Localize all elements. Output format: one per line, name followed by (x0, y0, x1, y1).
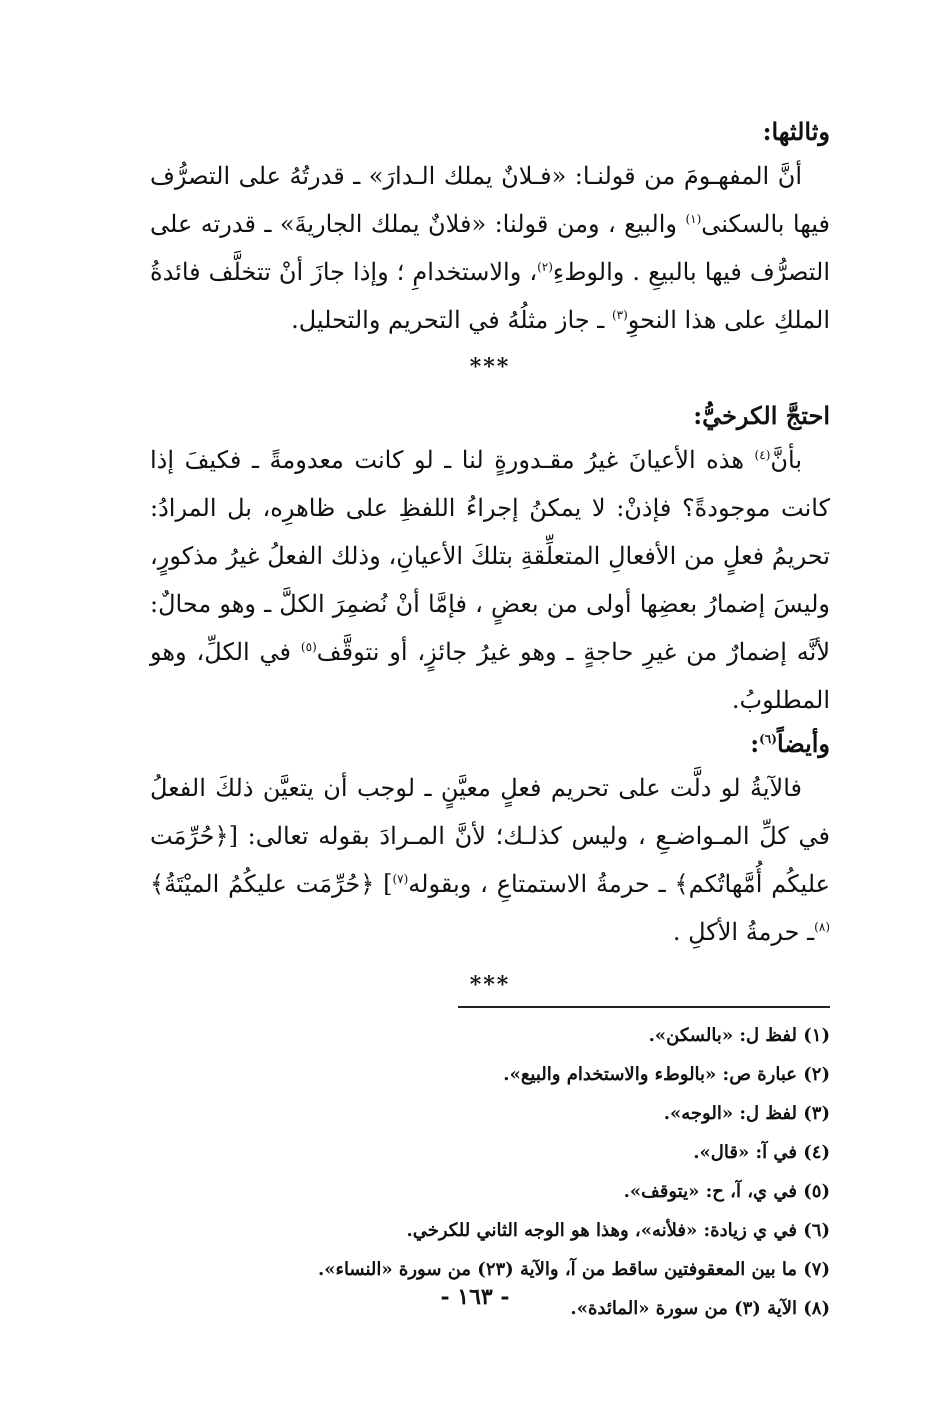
paragraph-ownership (150, 152, 830, 344)
paragraph-karkhi-argument (150, 436, 830, 724)
footnote-1: (١) لفظ ل: «بالسكن». (648, 1025, 830, 1046)
page-body (150, 112, 830, 1328)
paragraph-text: فالآيةُ لو دلَّت على تحريم فعلٍ معيَّنٍ ـ لوجب أن يتعيَّن ذلكَ الفعلُ في كلِّ المـواضـعِ ، وليس كذلـك؛ لأنَّ المـرادَ بقوله تعالى: [﴿حُرِّمَت عليكُم أُمَّهاتُكم﴾ ـ حرمةُ الاستمتاعِ ، وبقوله (150, 774, 830, 898)
paragraph-text: في الكلِّ، وهو المطلوبُ. (150, 638, 830, 714)
footnote-ref-1[interactable]: (١) (685, 212, 702, 226)
paragraph-text: هذه الأعيانَ غيرُ مقـدورةٍ لنا ـ لو كانت معدومةً ـ فكيفَ إذا كانت موجودةً؟ فإذنْ: لا يمكنُ إجراءُ اللفظِ على ظاهرِه، بل المرادُ: تحريمُ فعلٍ من الأفعالِ المتعلِّقةِ بتلكَ الأعيانِ، وذلك الفعلُ غيرُ مذكورٍ، وليسَ إضمارُ بعضِها أولى من بعضٍ ، فإمَّا أنْ نُضمِرَ الكلَّ ـ وهو محالٌ: لأنَّه إضمارٌ من غيرِ حاجةٍ ـ وهو غيرُ جائزٍ، أو نتوقَّف (150, 446, 831, 666)
footnote-2: (٢) عبارة ص: «بالوطء والاستخدام والبيع». (503, 1064, 830, 1085)
footnotes-list (150, 1016, 830, 1328)
paragraph-text: ] ﴿حُرِّمَت عليكُمُ الميْتَةُ﴾ (150, 870, 393, 898)
heading-colon: : (750, 729, 760, 758)
footnote-ref-2[interactable]: (٢) (537, 260, 553, 274)
section-divider: *** (469, 354, 511, 380)
paragraph-text: ـ حرمةُ الأكلِ . (672, 918, 815, 946)
footnote-ref-4[interactable]: (٤) (754, 448, 771, 462)
footnote-7: (٧) ما بين المعقوفتين ساقط من آ، والآية (٢٣) من سورة «النساء». (317, 1259, 830, 1280)
paragraph-text: ـ جاز مثلُهُ في التحريم والتحليل. (291, 306, 612, 334)
footnote-6: (٦) في ي زيادة: «فلأنه»، وهذا هو الوجه الثاني للكرخي. (406, 1220, 830, 1241)
section-heading-thirdly: وثالثها: (762, 117, 830, 146)
footnote-ref-3[interactable]: (٣) (611, 308, 628, 322)
footnote-ref-8[interactable]: (٨) (814, 920, 830, 934)
paragraph-verse-argument (150, 764, 830, 956)
footnote-ref-7[interactable]: (٧) (392, 872, 409, 886)
footnote-ref-5[interactable]: (٥) (300, 640, 317, 654)
paragraph-text: أنَّ المفهـومَ من قولنـا: «فـلانٌ يملك الـدارَ» ـ قدرتُهُ على التصرُّف فيها بالسكنى (150, 162, 831, 238)
paragraph-text: ، والاستخدامِ ؛ وإذا جازَ أنْ تتخلَّف فائدةُ الملكِ على هذا النحوِ (150, 258, 830, 334)
footnote-4: (٤) في آ: «قال». (693, 1142, 830, 1163)
paragraph-text: بأنَّ (770, 446, 802, 474)
footnote-3: (٣) لفظ ل: «الوجه». (663, 1103, 830, 1124)
section-heading-karkhi: احتجَّ الكرخيُّ: (693, 401, 830, 430)
footnote-ref-6[interactable]: (٦) (759, 732, 777, 746)
footnote-5: (٥) في ي، آ، ح: «يتوقف». (623, 1181, 830, 1202)
page-number: - ١٦٣ - (440, 1284, 510, 1310)
heading-text: وأيضاً (776, 729, 830, 758)
footnote-8: (٨) الآية (٣) من سورة «المائدة». (570, 1298, 830, 1319)
section-divider: *** (469, 972, 511, 998)
footnote-separator (458, 1006, 830, 1008)
paragraph-text: والبيع ، ومن قولنا: «فلانٌ يملك الجاريةَ» ـ قدرته على التصرُّف فيها بالبيعِ . والوطءِ (150, 210, 830, 286)
section-heading-also (150, 724, 830, 764)
